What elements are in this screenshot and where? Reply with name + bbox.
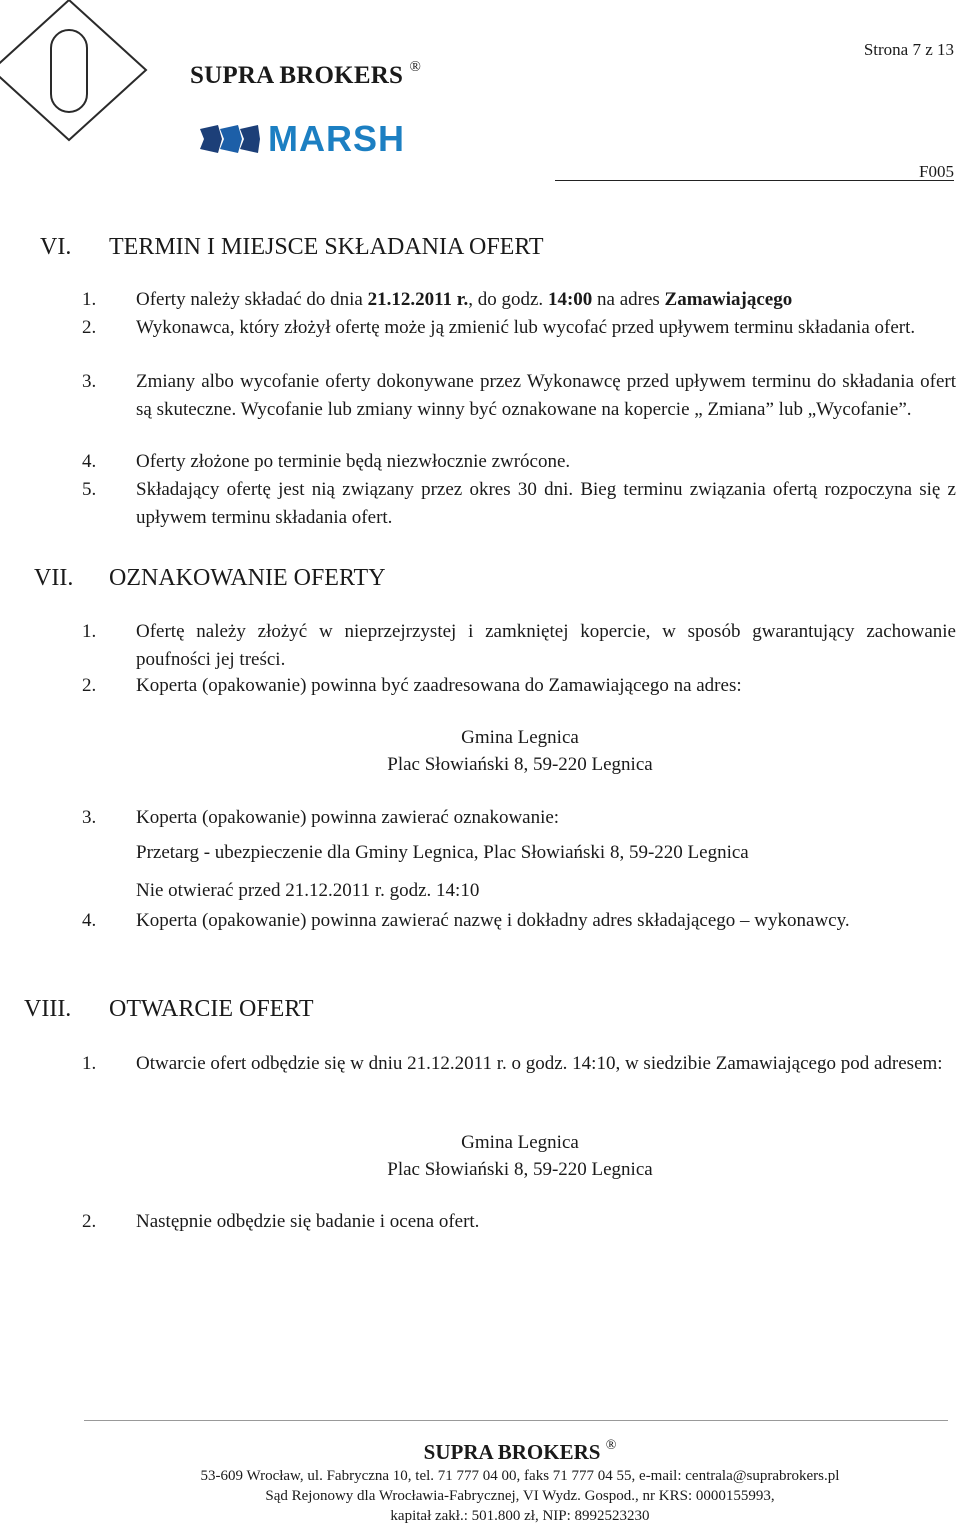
section-6-number: VI. [40, 234, 72, 260]
document-code: F005 [919, 162, 954, 181]
list-item: 5. Składający ofertę jest nią związany przez okres 30 dni. Bieg terminu związania ofertą rozpoczyna się z upływem terminu składania ofert. [82, 479, 956, 528]
list-item: 1. Oferty należy składać do dnia 21.12.2011 r., do godz. 14:00 na adres Zamawiającego [82, 289, 793, 310]
list-item: 2. Wykonawca, który złożył ofertę może ją zmienić lub wycofać przed upływem terminu składania ofert. [82, 317, 916, 338]
header-divider [555, 180, 954, 181]
footer-address: 53-609 Wrocław, ul. Fabryczna 10, tel. 71 777 04 00, faks 71 777 04 55, e-mail: centrala@suprabrokers.pl [200, 1468, 840, 1484]
footer-capital: kapitał zakł.: 501.800 zł, NIP: 8992523230 [390, 1508, 650, 1524]
marsh-wordmark: MARSH [268, 118, 405, 159]
page-number: Strona 7 z 13 [863, 40, 954, 59]
list-item: 2. Następnie odbędzie się badanie i ocena ofert. [82, 1211, 480, 1232]
list-item: 1. Ofertę należy złożyć w nieprzejrzystej i zamkniętej kopercie, w sposób gwarantujący zachowanie poufności jej treści. [82, 621, 956, 670]
section-7-title: OZNAKOWANIE OFERTY [109, 565, 386, 591]
list-item: 1. Otwarcie ofert odbędzie się w dniu 21.12.2011 r. o godz. 14:10, w siedzibie Zamawiającego pod adresem: [82, 1053, 943, 1074]
address-block: Gmina Legnica Plac Słowiański 8, 59-220 Legnica [387, 727, 653, 775]
footer-court: Sąd Rejonowy dla Wrocławia-Fabrycznej, VI Wydz. Gospod., nr KRS: 0000155993, [265, 1488, 775, 1504]
section-8-title: OTWARCIE OFERT [109, 996, 314, 1022]
section-7-number: VII. [34, 565, 74, 591]
marking-line: Przetarg - ubezpieczenie dla Gminy Legnica, Plac Słowiański 8, 59-220 Legnica [136, 842, 749, 863]
marking-line: Nie otwierać przed 21.12.2011 r. godz. 14:10 [136, 880, 480, 901]
list-item: 3. Koperta (opakowanie) powinna zawierać oznakowanie: [82, 807, 560, 828]
list-item: 4. Oferty złożone po terminie będą niezwłocznie zwrócone. [82, 451, 571, 472]
list-item: 2. Koperta (opakowanie) powinna być zaadresowana do Zamawiającego na adres: [82, 675, 742, 696]
marsh-mark-icon [200, 125, 260, 153]
footer-brand: SUPRA BROKERS ® [423, 1438, 617, 1464]
address-block: Gmina Legnica Plac Słowiański 8, 59-220 Legnica [387, 1132, 653, 1180]
marsh-logo [200, 118, 405, 160]
list-item: 3. Zmiany albo wycofanie oferty dokonywane przez Wykonawcę przed upływem terminu do składania ofert są skuteczne. Wycofanie lub zmiany winny być oznakowane na kopercie „ Zmiana” lub „Wycofanie”. [82, 371, 956, 420]
footer-divider [84, 1420, 948, 1421]
section-8-number: VIII. [24, 996, 72, 1022]
list-item: 4. Koperta (opakowanie) powinna zawierać nazwę i dokładny adres składającego – wykonawcy. [82, 910, 850, 931]
supra-brokers-logo [0, 0, 184, 162]
brand-name: SUPRA BROKERS ® [190, 59, 422, 89]
section-6-title: TERMIN I MIEJSCE SKŁADANIA OFERT [109, 234, 544, 260]
